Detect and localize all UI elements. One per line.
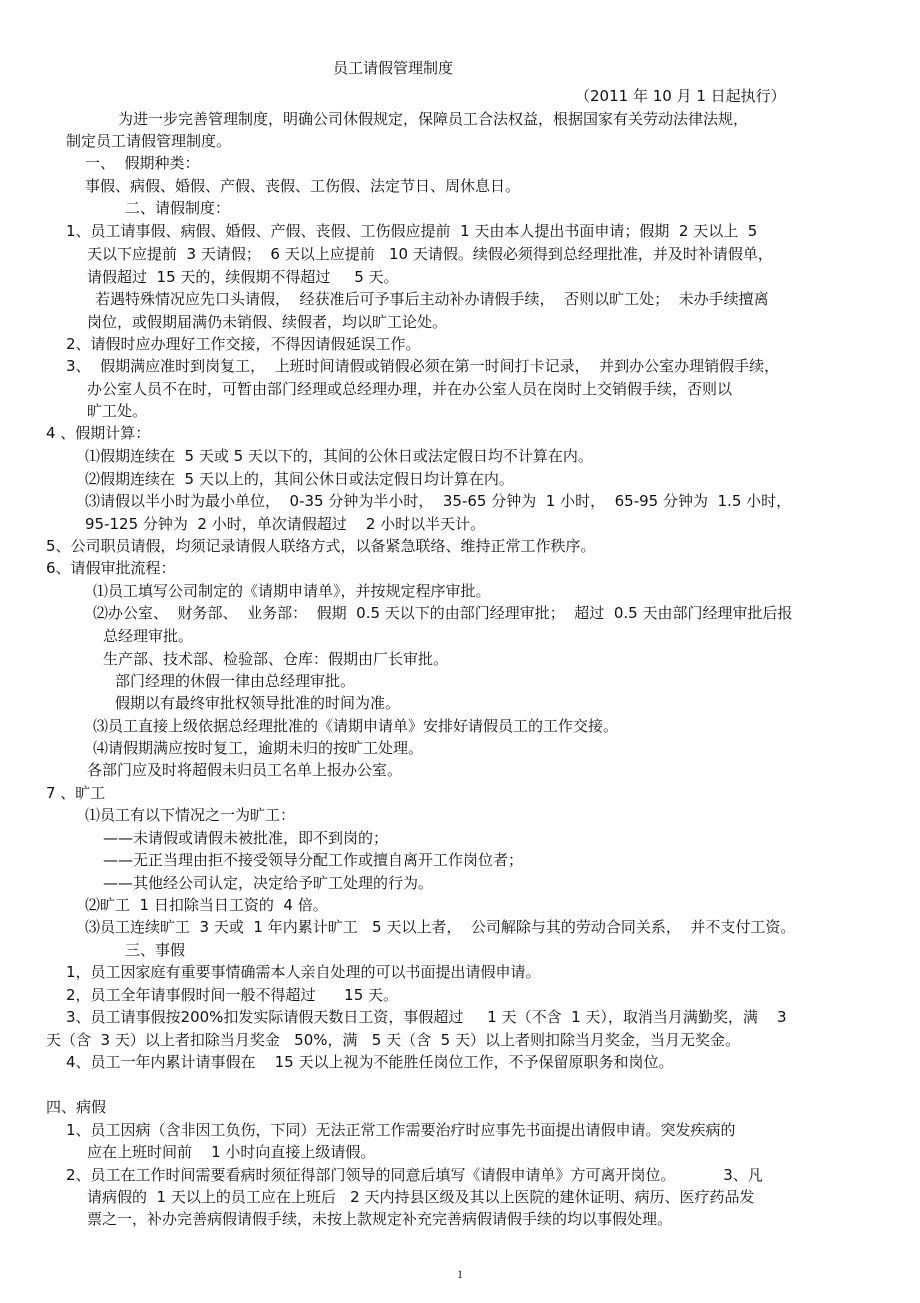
text-line: 2、请假时应办理好工作交接，不得因请假延误工作。 (66, 335, 421, 353)
text-line: 总经理审批。 (103, 627, 194, 645)
document-title: 员工请假管理制度 (333, 59, 454, 77)
text-line: 旷工处。 (87, 402, 148, 420)
text-line: 三、事假 (125, 941, 186, 959)
text-line: 4、员工一年内累计请事假在 15 天以上视为不能胜任岗位工作，不予保留原职务和岗位。 (66, 1053, 674, 1071)
text-line: 1、员工请事假、病假、婚假、产假、丧假、工伤假应提前 1 天由本人提出书面申请；假期 2 天以上 5 (66, 222, 758, 240)
text-line: ⑶员工直接上级依据总经理批准的《请期申请单》安排好请假员工的工作交接。 (93, 717, 619, 735)
text-line: 办公室人员不在时，可暂由部门经理或总经理办理，并在办公室人员在岗时上交销假手续，否则以 (87, 380, 733, 398)
text-line: ⑴员工有以下情况之一为旷工： (85, 806, 296, 824)
text-line: 1、员工因病（含非因工负伤，下同）无法正常工作需要治疗时应事先书面提出请假申请。突发疾病的 (66, 1121, 736, 1139)
text-line: 岗位，或假期届满仍未销假、续假者，均以旷工论处。 (87, 313, 448, 331)
text-line: 7 、旷工 (46, 784, 106, 802)
text-line: 四、病假 (46, 1098, 107, 1116)
text-line: ⑵假期连续在 5 天以上的，其间公休日或法定假日均计算在内。 (85, 470, 514, 488)
text-line: 为进一步完善管理制度，明确公司休假规定，保障员工合法权益，根据国家有关劳动法律法规， (118, 110, 749, 128)
text-line: 95-125 分钟为 2 小时，单次请假超过 2 小时以半天计。 (85, 515, 486, 533)
text-line: 3、员工请事假按200%扣发实际请假天数日工资，事假超过 1 天（不含 1 天），取消当月满勤奖，满 3 (66, 1008, 787, 1026)
text-line: ⑴假期连续在 5 天或 5 天以下的，其间的公休日或法定假日均不计算在内。 (85, 447, 593, 465)
text-line: ——其他经公司认定，决定给予旷工处理的行为。 (103, 874, 434, 892)
text-line: 应在上班时间前 1 小时向直接上级请假。 (87, 1143, 376, 1161)
text-line: ⑶请假以半小时为最小单位， 0-35 分钟为半小时， 35-65 分钟为 1 小时， 65-95 分钟为 1.5 小时， (85, 492, 792, 510)
text-line: ⑵办公室、 财务部、 业务部： 假期 0.5 天以下的由部门经理审批； 超过 0.5 天由部门经理审批后报 (93, 604, 793, 622)
text-line: ⑵旷工 1 日扣除当日工资的 4 倍。 (85, 896, 328, 914)
text-line: 4 、假期计算： (46, 424, 151, 442)
text-line: 部门经理的休假一律由总经理审批。 (115, 672, 356, 690)
text-line: 生产部、技术部、检验部、仓库：假期由厂长审批。 (103, 650, 449, 668)
text-line: ——无正当理由拒不接受领导分配工作或擅自离开工作岗位者； (103, 851, 524, 869)
text-line: 天（含 3 天）以上者扣除当月奖金 50%，满 5 天（含 5 天）以上者则扣除当月奖金，当月无奖金。 (46, 1031, 740, 1049)
text-line: 2，员工全年请事假时间一般不得超过 15 天。 (66, 986, 399, 1004)
text-line: ⑶员工连续旷工 3 天或 1 年内累计旷工 5 天以上者， 公司解除与其的劳动合同关系， 并不支付工资。 (85, 918, 796, 936)
text-line: 天以下应提前 3 天请假； 6 天以上应提前 10 天请假。续假必须得到总经理批准，并及时补请假单， (87, 245, 773, 263)
text-line: ——未请假或请假未被批准，即不到岗的； (103, 829, 389, 847)
text-line: 事假、病假、婚假、产假、丧假、工伤假、法定节日、周休息日。 (85, 177, 521, 195)
text-line: 6、请假审批流程： (46, 559, 176, 577)
text-line: 制定员工请假管理制度。 (66, 132, 232, 150)
text-line: 2、员工在工作时间需要看病时须征得部门领导的同意后填写《请假申请单》方可离开岗位。 3、凡 (66, 1166, 763, 1184)
text-line: 若遇特殊情况应先口头请假， 经获准后可予事后主动补办请假手续， 否则以旷工处； 未办手续擅离 (95, 290, 769, 308)
text-line: 请假超过 15 天的，续假期不得超过 5 天。 (87, 268, 399, 286)
text-line: 假期以有最终审批权领导批准的时间为准。 (115, 694, 401, 712)
text-line: 二、请假制度： (125, 199, 231, 217)
text-line: 一、 假期种类： (85, 154, 200, 172)
text-line: 票之一，补办完善病假请假手续，未按上款规定补充完善病假请假手续的均以事假处理。 (87, 1210, 673, 1228)
text-line: 3、 假期满应准时到岗复工， 上班时间请假或销假必须在第一时间打卡记录， 并到办公室办理销假手续， (66, 357, 780, 375)
page-number: 1 (457, 1267, 463, 1281)
text-line: ⑷请假期满应按时复工，逾期未归的按旷工处理。 (93, 739, 424, 757)
text-line: 请病假的 1 天以上的员工应在上班后 2 天内持县区级及其以上医院的建休证明、病历、医疗药品发 (87, 1188, 755, 1206)
text-line: 5、公司职员请假，均须记录请假人联络方式，以备紧急联络、维持正常工作秩序。 (46, 537, 596, 555)
text-line: ⑴员工填写公司制定的《请期申请单》，并按规定程序审批。 (93, 582, 491, 600)
text-line: 1，员工因家庭有重要事情确需本人亲自处理的可以书面提出请假申请。 (66, 963, 541, 981)
text-line: 各部门应及时将超假未归员工名单上报办公室。 (87, 761, 403, 779)
effective-date: （2011 年 10 月 1 日起执行） (575, 87, 786, 105)
